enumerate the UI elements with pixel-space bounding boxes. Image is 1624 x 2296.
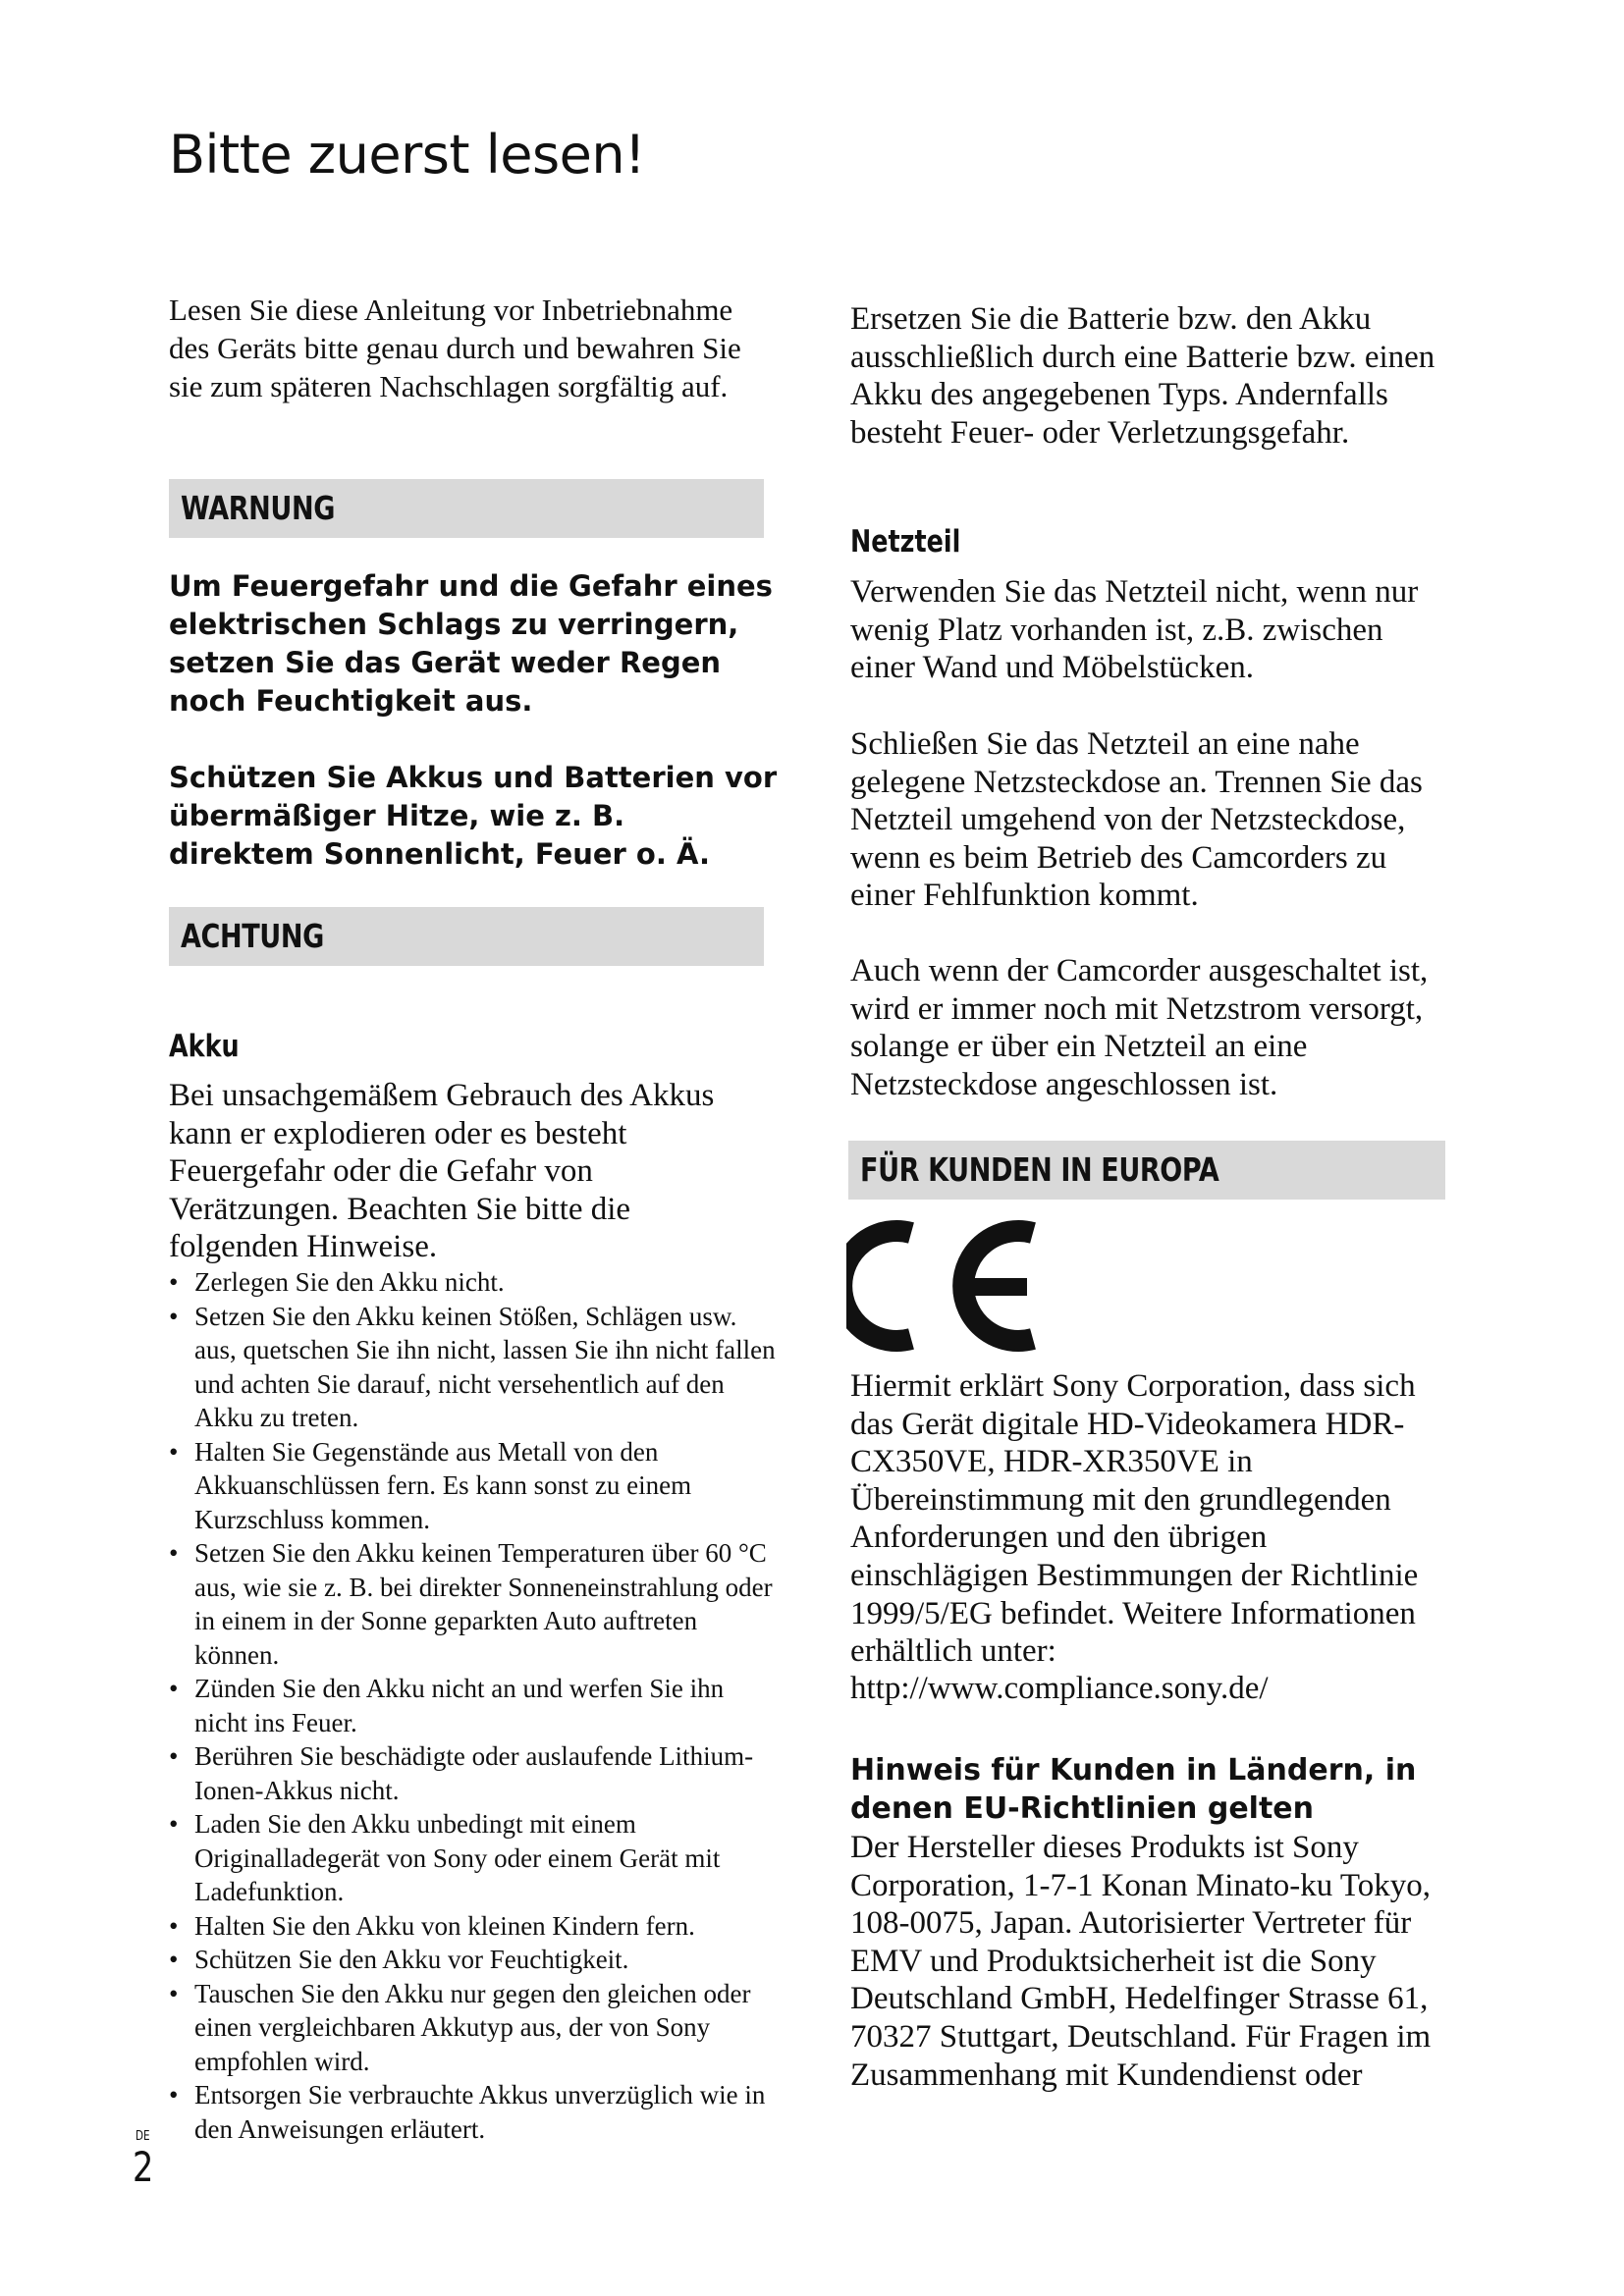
list-item: • Laden Sie den Akku unbedingt mit einem Originalladegerät von Sony oder einem Gerät mit Ladefunktion. (169, 1807, 778, 1909)
list-item: • Tauschen Sie den Akku nur gegen den gleichen oder einen vergleichbaren Akkutyp aus, der von Sony empfohlen wird. (169, 1977, 778, 2079)
warnung-heading: WARNUNG (181, 489, 336, 527)
compliance-url: http://www.compliance.sony.de/ (850, 1671, 1269, 1706)
warnung-paragraph-2: Schützen Sie Akkus und Batterien vor übermäßiger Hitze, wie z. B. direktem Sonnenlicht, Feuer o. Ä. (169, 761, 778, 871)
achtung-section-bar (169, 907, 764, 966)
list-item: • Zerlegen Sie den Akku nicht. (169, 1265, 778, 1300)
list-item: • Halten Sie den Akku von kleinen Kindern fern. (169, 1909, 778, 1944)
list-item: • Setzen Sie den Akku keinen Temperaturen über 60 °C aus, wie sie z. B. bei direkter Sonneneinstrahlung oder in einem in der Sonne geparkten Auto auftreten können. (169, 1536, 778, 1672)
batterie-paragraph: Ersetzen Sie die Batterie bzw. den Akku ausschließlich durch eine Batterie bzw. einen Akku des angegebenen Typs. Andernfalls besteht Feuer- oder Verletzungsgefahr. (850, 301, 1435, 451)
hinweis-heading: Hinweis für Kunden in Ländern, in denen EU-Richtlinien gelten (850, 1753, 1417, 1826)
europa-section-bar (848, 1141, 1445, 1200)
netzteil-heading: Netzteil (850, 524, 961, 560)
akku-heading: Akku (169, 1029, 240, 1064)
list-item: • Setzen Sie den Akku keinen Stößen, Schlägen usw. aus, quetschen Sie ihn nicht, lassen Sie ihn nicht fallen und achten Sie darauf, nicht versehentlich auf den Akku zu treten. (169, 1300, 778, 1435)
list-item: • Berühren Sie beschädigte oder auslaufende Lithium-Ionen-Akkus nicht. (169, 1739, 778, 1807)
intro-paragraph: Lesen Sie diese Anleitung vor Inbetriebnahme des Geräts bitte genau durch und bewahren Sie sie zum späteren Nachschlagen sorgfältig auf. (169, 293, 741, 403)
achtung-heading: ACHTUNG (181, 917, 324, 955)
page-language-label: DE (135, 2129, 150, 2144)
hinweis-paragraph: Der Hersteller dieses Produkts ist Sony Corporation, 1-7-1 Konan Minato-ku Tokyo, 108-0075, Japan. Autorisierter Vertreter für EMV und Produktsicherheit ist die Sony Deutschland GmbH, Hedelfinger Strasse 61, 70327 Stuttgart, Deutschland. Für Fragen im Zusammenhang mit Kundendienst oder (850, 1830, 1432, 2093)
page-number: 2 (133, 2143, 154, 2191)
europa-heading: FÜR KUNDEN IN EUROPA (860, 1150, 1219, 1189)
list-item: • Schützen Sie den Akku vor Feuchtigkeit. (169, 1943, 778, 1977)
declaration-paragraph: Hiermit erklärt Sony Corporation, dass sich das Gerät digitale HD-Videokamera HDR-CX350VE, HDR-XR350VE in Übereinstimmung mit den grundlegenden Anforderungen und den übrigen einschlägigen Bestimmungen der Richtlinie 1999/5/EG befindet. Weitere Informationen erhältlich unter: (850, 1368, 1419, 1670)
akku-bullet-list (169, 1265, 778, 2146)
netzteil-paragraph-2: Schließen Sie das Netzteil an eine nahe gelegene Netzsteckdose an. Trennen Sie das Netzteil umgehend von der Netzsteckdose, wenn es beim Betrieb des Camcorders zu einer Fehlfunktion kommt. (850, 726, 1423, 914)
list-item: • Halten Sie Gegenstände aus Metall von den Akkuanschlüssen fern. Es kann sonst zu einem Kurzschluss kommen. (169, 1435, 778, 1537)
netzteil-paragraph-1: Verwenden Sie das Netzteil nicht, wenn nur wenig Platz vorhanden ist, z.B. zwischen einer Wand und Möbelstücken. (850, 574, 1419, 686)
warnung-section-bar (169, 479, 764, 538)
akku-intro: Bei unsachgemäßem Gebrauch des Akkus kann er explodieren oder es besteht Feuergefahr oder die Gefahr von Verätzungen. Beachten Sie bitte die folgenden Hinweise. (169, 1078, 715, 1265)
list-item: • Entsorgen Sie verbrauchte Akkus unverzüglich wie in den Anweisungen erläutert. (169, 2078, 778, 2146)
netzteil-paragraph-3: Auch wenn der Camcorder ausgeschaltet ist, wird er immer noch mit Netzstrom versorgt, solange er über ein Netzteil an eine Netzsteckdose angeschlossen ist. (850, 953, 1429, 1102)
ce-mark-icon (846, 1217, 1039, 1355)
page-title: Bitte zuerst lesen! (169, 124, 646, 186)
warnung-paragraph-1: Um Feuergefahr und die Gefahr eines elektrischen Schlags zu verringern, setzen Sie das Gerät weder Regen noch Feuchtigkeit aus. (169, 569, 773, 718)
list-item: • Zünden Sie den Akku nicht an und werfen Sie ihn nicht ins Feuer. (169, 1672, 778, 1739)
